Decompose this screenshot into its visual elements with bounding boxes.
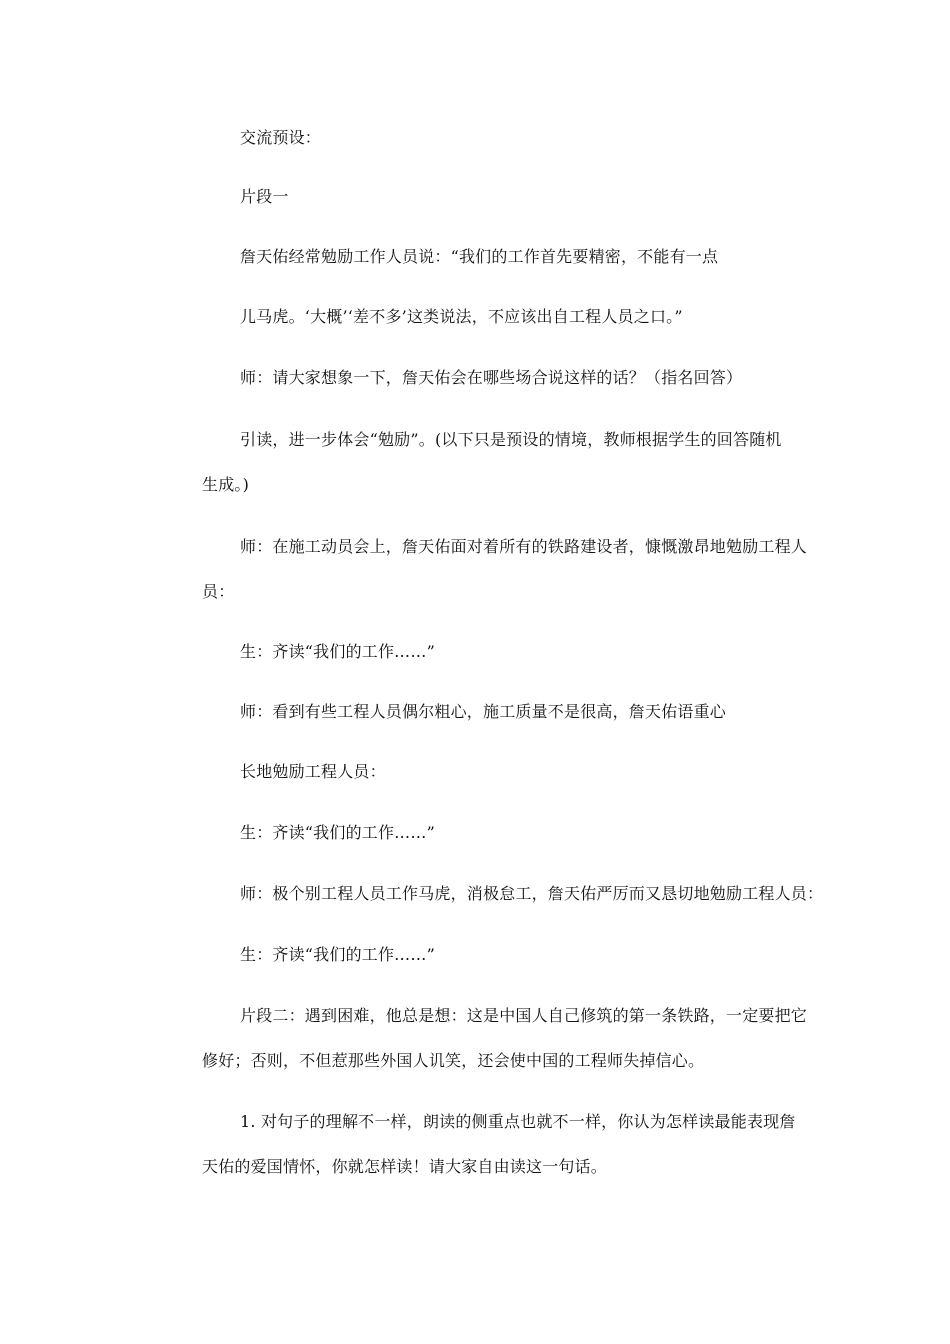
item-one-line-2: 天佑的爱国情怀，你就怎样读！请大家自由读这一句话。 <box>202 1157 608 1176</box>
item-one-line-1: 1. 对句子的理解不一样，朗读的侧重点也就不一样，你认为怎样读最能表现詹 <box>240 1112 796 1131</box>
teacher-scene-2-line-2: 长地勉励工程人员： <box>240 762 386 781</box>
fragment-two-line-2: 修好；否则，不但惹那些外国人讥笑，还会使中国的工程师失掉信心。 <box>202 1051 705 1070</box>
teacher-scene-1-line-1: 师：在施工动员会上，詹天佑面对着所有的铁路建设者，慷慨激昂地勉励工程人 <box>240 537 808 556</box>
fragment-two-line-1: 片段二：遇到困难，他总是想：这是中国人自己修筑的第一条铁路，一定要把它 <box>240 1006 808 1025</box>
student-read-1: 生：齐读“我们的工作……” <box>240 642 435 661</box>
heading-exchange-preset: 交流预设： <box>240 128 322 147</box>
quote-line-2: 儿马虎。‘大概’‘差不多’这类说法，不应该出自工程人员之口。” <box>240 307 683 326</box>
student-read-2: 生：齐读“我们的工作……” <box>240 823 435 842</box>
student-read-3: 生：齐读“我们的工作……” <box>240 945 435 964</box>
section-fragment-one: 片段一 <box>240 187 289 206</box>
teacher-question: 师：请大家想象一下，詹天佑会在哪些场合说这样的话？（指名回答） <box>240 368 743 387</box>
guided-reading-line-2: 生成。) <box>202 475 250 494</box>
quote-line-1: 詹天佑经常勉励工作人员说：“我们的工作首先要精密，不能有一点 <box>240 247 719 266</box>
teacher-scene-1-line-2: 员： <box>202 582 235 601</box>
teacher-scene-3: 师：极个别工程人员工作马虎，消极怠工，詹天佑严厉而又恳切地勉励工程人员： <box>240 884 824 903</box>
teacher-scene-2-line-1: 师：看到有些工程人员偶尔粗心，施工质量不是很高，詹天佑语重心 <box>240 702 727 721</box>
guided-reading-line-1: 引读，进一步体会“勉励”。(以下只是预设的情境，教师根据学生的回答随机 <box>240 430 782 449</box>
